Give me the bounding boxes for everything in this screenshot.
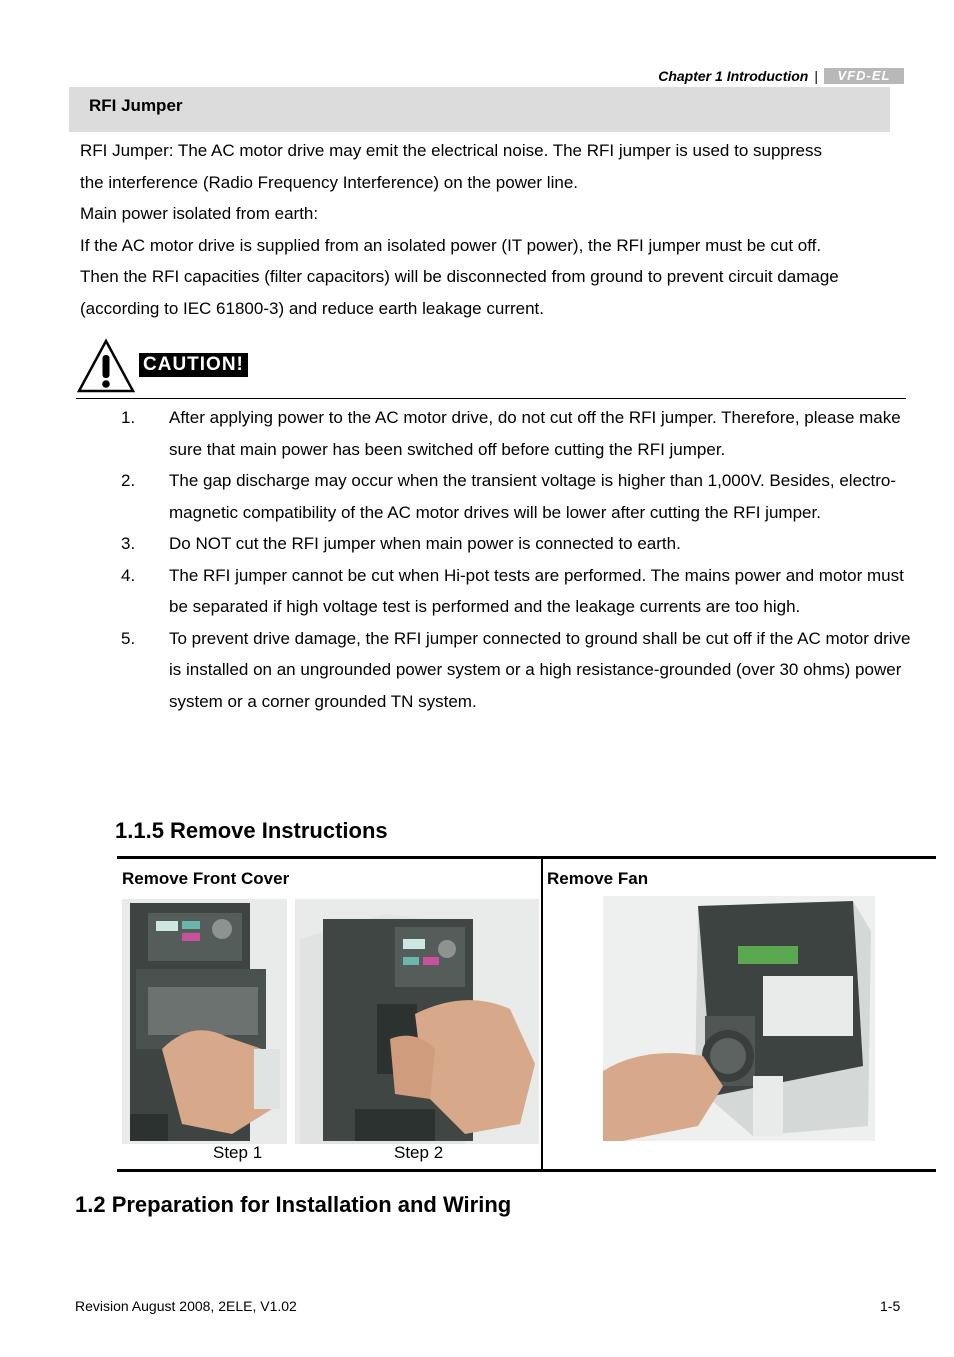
step1-label: Step 1 <box>213 1143 263 1162</box>
rfi-description <box>80 135 910 324</box>
item-number: 5. <box>121 628 136 648</box>
item-text: The RFI jumper cannot be cut when Hi-pot tests are performed. The mains power and motor must be separated if high voltage test is performed and the leakage currents are too high. <box>169 565 904 616</box>
list-item <box>121 560 911 623</box>
warning-triangle-icon <box>76 338 136 394</box>
paragraph-line: If the AC motor drive is supplied from an isolated power (IT power), the RFI jumper must be cut off. <box>80 235 822 255</box>
front-cover-step2-illustration <box>295 899 539 1144</box>
paragraph-line: Then the RFI capacities (filter capacitors) will be disconnected from ground to prevent circuit damage <box>80 267 839 286</box>
caution-label: CAUTION! <box>139 353 248 377</box>
col-remove-fan: Remove Fan <box>547 869 649 888</box>
column-divider <box>541 859 543 1169</box>
front-cover-step1-illustration <box>122 899 287 1144</box>
remove-fan-illustration <box>603 896 875 1141</box>
preparation-heading: 1.2 Preparation for Installation and Wiring <box>75 1192 512 1217</box>
section-bar <box>69 87 890 132</box>
item-text: Do NOT cut the RFI jumper when main power is connected to earth. <box>169 534 681 553</box>
item-number: 4. <box>121 565 136 585</box>
list-item <box>121 465 911 528</box>
chapter-title: Chapter 1 Introduction <box>658 68 809 84</box>
paragraph-line: Main power isolated from earth: <box>80 204 319 223</box>
list-item <box>121 623 911 718</box>
list-item <box>121 528 911 560</box>
caution-list <box>121 402 911 717</box>
paragraph-line: RFI Jumper: The AC motor drive may emit the electrical noise. The RFI jumper is used to suppress <box>80 141 822 160</box>
footer-revision: Revision August 2008, 2ELE, V1.02 <box>75 1298 297 1314</box>
paragraph-line: (according to IEC 61800-3) and reduce earth leakage current. <box>80 298 544 318</box>
footer-page-number: 1-5 <box>880 1298 901 1314</box>
step2-label: Step 2 <box>394 1143 444 1162</box>
product-logo: VFD-EL <box>824 68 904 84</box>
section-title: RFI Jumper <box>89 96 183 115</box>
remove-instructions-heading: 1.1.5 Remove Instructions <box>115 818 388 843</box>
paragraph-line: the interference (Radio Frequency Interference) on the power line. <box>80 172 578 192</box>
item-text: To prevent drive damage, the RFI jumper connected to ground shall be cut off if the AC motor drive is installed on an ungrounded power system or a high resistance-grounded (over 30 ohms) power system or a corner grounded TN system. <box>169 628 911 711</box>
page-header <box>658 68 904 84</box>
caution-block <box>76 336 906 399</box>
col-remove-front-cover: Remove Front Cover <box>122 869 290 888</box>
header-separator: | <box>814 68 818 84</box>
list-item <box>121 402 911 465</box>
item-number: 2. <box>121 471 136 490</box>
remove-instructions-table <box>117 856 936 1172</box>
item-number: 3. <box>121 534 136 553</box>
item-number: 1. <box>121 408 136 427</box>
item-text: The gap discharge may occur when the transient voltage is higher than 1,000V. Besides, electro-magnetic compatibility of the AC motor drives will be lower after cutting the RFI jumper. <box>169 471 897 522</box>
item-text: After applying power to the AC motor drive, do not cut off the RFI jumper. Therefore, please make sure that main power has been switched off before cutting the RFI jumper. <box>169 408 901 459</box>
